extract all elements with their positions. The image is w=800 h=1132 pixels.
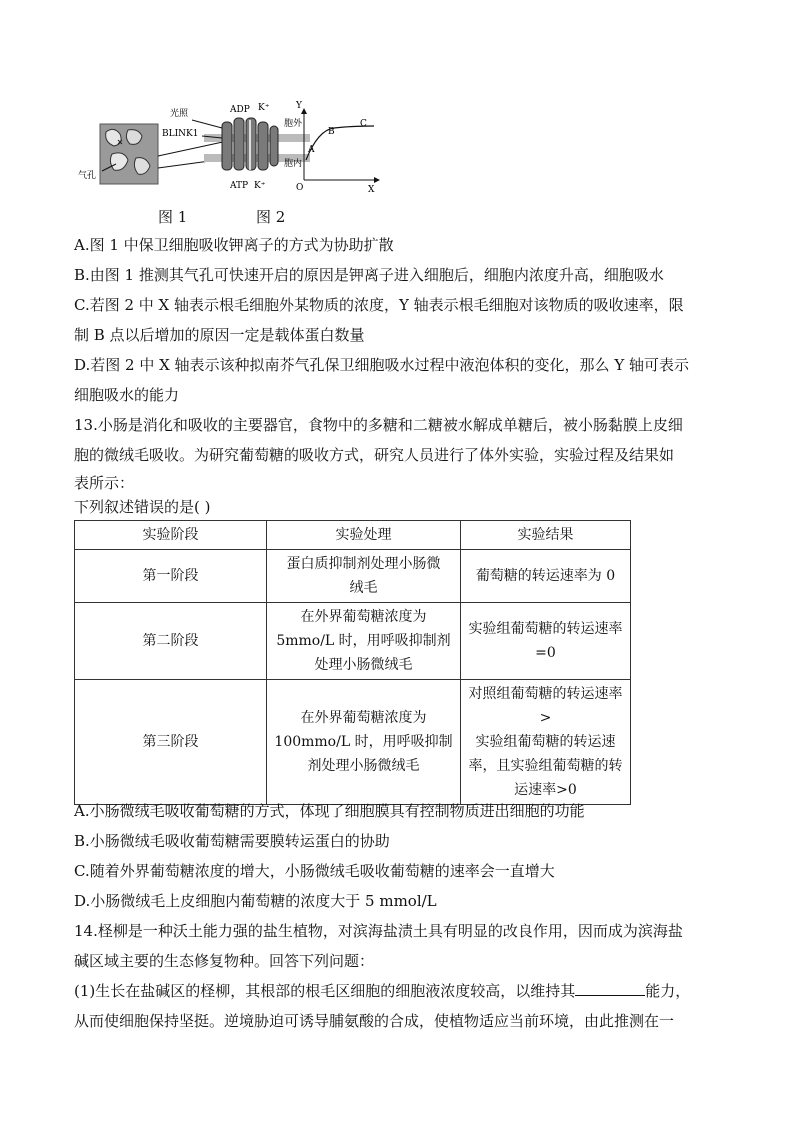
experiment-table: [74, 520, 631, 805]
q13-stem-line2: 胞的微绒毛吸收。为研究葡萄糖的吸收方式，研究人员进行了体外实验，实验过程及结果如: [74, 446, 675, 464]
result-text: 率，且实验组葡萄糖的转: [468, 758, 623, 774]
result-cell: [461, 603, 631, 680]
treatment-text: 处理小肠微绒毛: [314, 657, 413, 673]
inside-label: 胞内: [284, 159, 303, 169]
origin-label: O: [296, 183, 304, 193]
treatment-cell: [267, 603, 461, 680]
figure2-caption: 图 2: [256, 208, 286, 226]
q14-stem-line2: 碱区域主要的生态修复物种。回答下列问题：: [74, 952, 375, 970]
table-row: [75, 550, 631, 603]
q12-option-b: B.由图 1 推测其气孔可快速开启的原因是钾离子进入细胞后，细胞内浓度升高，细胞吸水: [74, 266, 664, 284]
treatment-text: 5mmo/L 时，用呼吸抑制剂: [276, 633, 451, 649]
table-row: [75, 680, 631, 805]
q13-option-b: B.小肠微绒毛吸收葡萄糖需要膜转运蛋白的协助: [74, 832, 390, 850]
k-bottom-label: K⁺: [254, 181, 266, 191]
stoma-label: 气孔: [78, 171, 97, 181]
header-stage: 实验阶段: [75, 521, 267, 550]
q12-option-a: A.图 1 中保卫细胞吸收钾离子的方式为协助扩散: [74, 236, 394, 254]
q12-option-d-line1: D.若图 2 中 X 轴表示该种拟南芥气孔保卫细胞吸水过程中液泡体积的变化，那么 Y 轴可表示: [74, 356, 689, 374]
result-text: 葡萄糖的转运速率为 0: [475, 568, 616, 584]
figures-svg: [72, 96, 392, 226]
result-text: 运速率>0: [514, 782, 577, 798]
result-cell: [461, 550, 631, 603]
q12-option-c-line1: C.若图 2 中 X 轴表示根毛细胞外某物质的浓度，Y 轴表示根毛细胞对该物质的吸收速率，限: [74, 296, 684, 314]
table-header-row: [75, 521, 631, 550]
point-b-label: B: [328, 127, 335, 137]
answer-blank[interactable]: [575, 981, 645, 996]
header-result: 实验结果: [461, 521, 631, 550]
point-a-label: A: [308, 145, 315, 155]
figure-area: [72, 96, 392, 226]
figure2-curve: [306, 126, 374, 160]
q14-part1-line1: [74, 980, 690, 1002]
zoom-line-top: [158, 140, 232, 156]
treatment-text: 绒毛: [349, 580, 378, 596]
stage-cell: 第三阶段: [75, 680, 267, 805]
outside-label: 胞外: [284, 119, 303, 129]
blink-label: BLINK1: [162, 129, 199, 139]
q13-option-d: D.小肠微绒毛上皮细胞内葡萄糖的浓度大于 5 mmol/L: [74, 892, 437, 910]
q13-question: 下列叙述错误的是( ): [74, 498, 211, 516]
stage-cell: 第一阶段: [75, 550, 267, 603]
treatment-text: 在外界葡萄糖浓度为: [300, 710, 427, 726]
figure1-caption: 图 1: [158, 208, 188, 226]
treatment-cell: [267, 680, 461, 805]
q13-stem-line3: 表所示：: [74, 474, 135, 492]
header-treatment: 实验处理: [267, 521, 461, 550]
table-row: [75, 603, 631, 680]
result-text: 实验组葡萄糖的转运速: [475, 734, 616, 750]
stage-cell: 第二阶段: [75, 603, 267, 680]
point-c-label: C: [360, 119, 367, 129]
treatment-text: 100mmo/L 时，用呼吸抑制: [274, 734, 453, 750]
q14-part1-text: (1)生长在盐碱区的柽柳，其根部的根毛区细胞的细胞液浓度较高，以维持其: [74, 982, 576, 1000]
figure1-stoma-image: [100, 124, 158, 184]
atp-label: ATP: [230, 181, 249, 191]
y-axis-label: Y: [296, 101, 302, 111]
q13-option-a: A.小肠微绒毛吸收葡萄糖的方式，体现了细胞膜具有控制物质进出细胞的功能: [74, 802, 585, 820]
treatment-cell: [267, 550, 461, 603]
q13-option-c: C.随着外界葡萄糖浓度的增大，小肠微绒毛吸收葡萄糖的速率会一直增大: [74, 862, 555, 880]
light-label: 光照: [170, 109, 189, 119]
treatment-text: 剂处理小肠微绒毛: [307, 758, 420, 774]
adp-label: ADP: [230, 105, 250, 115]
result-text: =0: [535, 645, 556, 661]
q13-stem-line1: 13.小肠是消化和吸收的主要器官，食物中的多糖和二糖被水解成单糖后，被小肠黏膜上皮细: [74, 416, 683, 434]
q14-stem-line1: 14.柽柳是一种沃土能力强的盐生植物，对滨海盐渍土具有明显的改良作用，因而成为滨海盐: [74, 922, 683, 940]
treatment-text: 蛋白质抑制剂处理小肠微: [286, 556, 441, 572]
result-text: 实验组葡萄糖的转运速率: [468, 621, 623, 637]
result-cell: [461, 680, 631, 805]
q14-part1-line2: 从而使细胞保持坚挺。逆境胁迫可诱导脯氨酸的合成，使植物适应当前环境，由此推测在一: [74, 1012, 675, 1030]
treatment-text: 在外界葡萄糖浓度为: [300, 609, 427, 625]
q14-part1-text-end: 能力，: [645, 982, 691, 1000]
k-top-label: K⁺: [258, 103, 270, 113]
result-text: 对照组葡萄糖的转运速率>: [468, 686, 623, 726]
x-axis-label: X: [368, 185, 375, 195]
q12-option-c-line2: 制 B 点以后增加的原因一定是载体蛋白数量: [74, 326, 365, 344]
q12-option-d-line2: 细胞吸水的能力: [74, 386, 180, 404]
